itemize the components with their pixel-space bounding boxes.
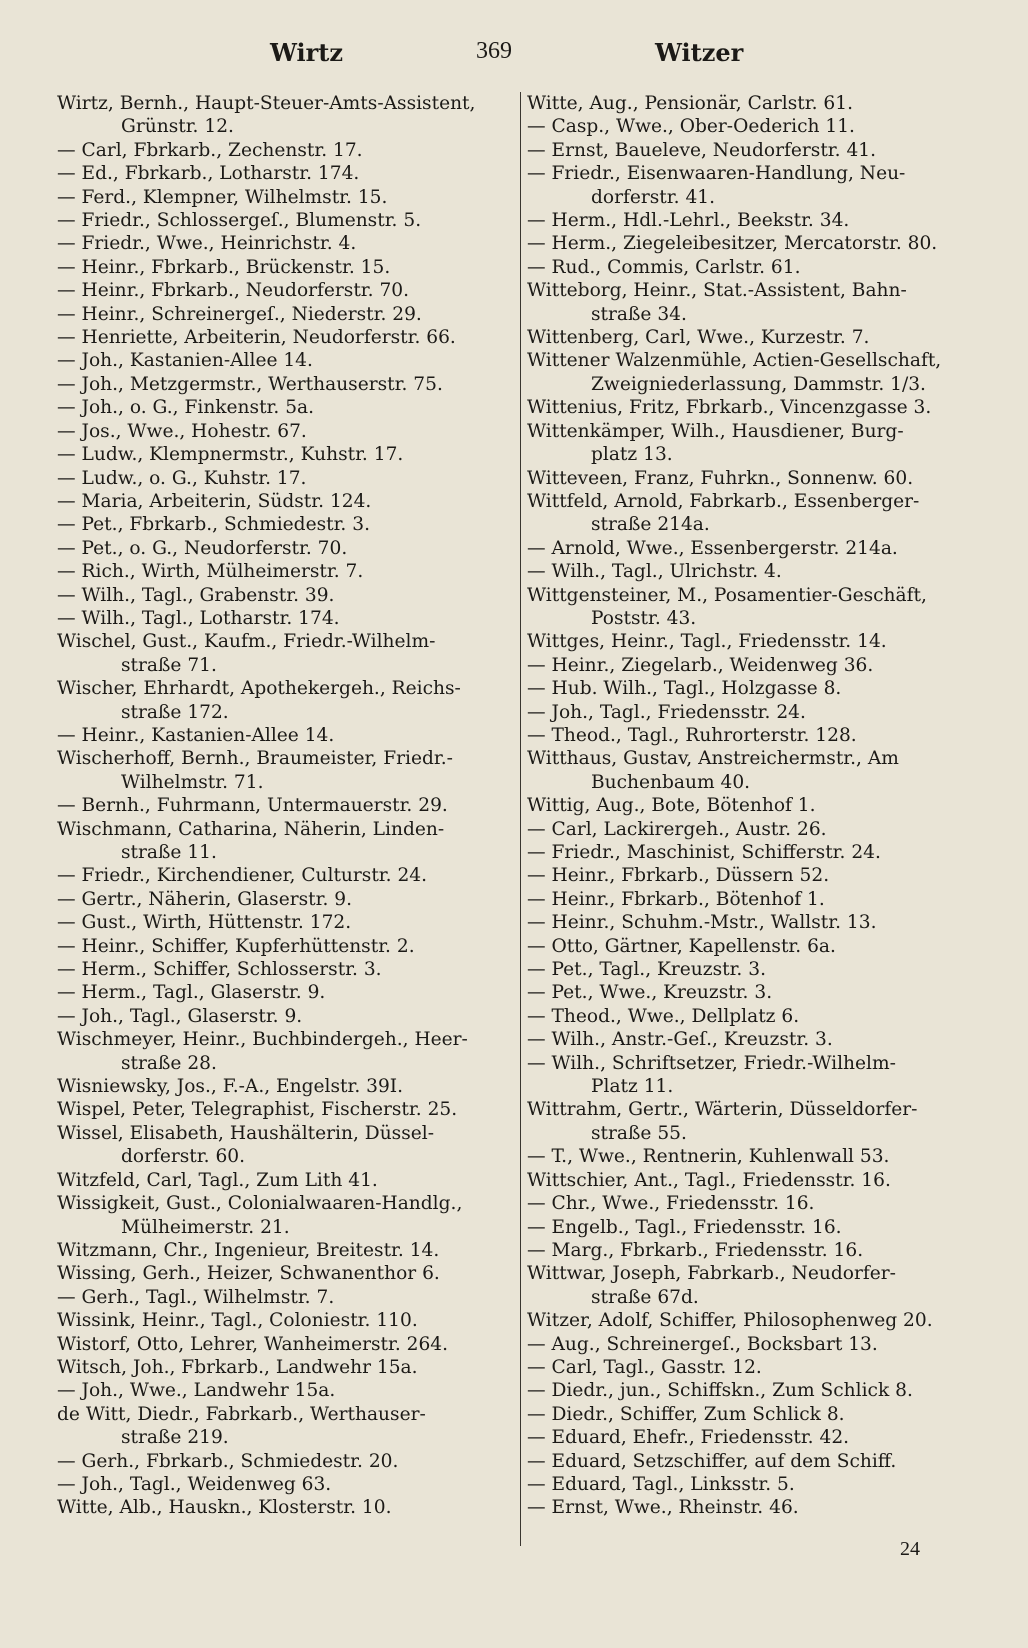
directory-entry-line: — Heinr., Fbrkarb., Neudorferstr. 70. xyxy=(57,280,410,302)
directory-entry-line: — Jos., Wwe., Hohestr. 67. xyxy=(57,420,307,442)
directory-entry-line: Wischerhoff, Bernh., Braumeister, Friedr.- xyxy=(57,748,453,770)
header-left-keyword: Wirtz xyxy=(270,38,344,67)
directory-entry-line: Wittenberg, Carl, Wwe., Kurzestr. 7. xyxy=(527,327,870,349)
directory-entry-line: — Eduard, Ehefr., Friedensstr. 42. xyxy=(527,1427,850,1449)
directory-entry-line: Grünstr. 12. xyxy=(121,116,234,138)
directory-entry-line: — Gerh., Fbrkarb., Schmiedestr. 20. xyxy=(57,1450,399,1472)
directory-entry-line: Wittwar, Joseph, Fabrkarb., Neudorfer- xyxy=(527,1263,896,1285)
directory-entry-line: straße 219. xyxy=(121,1427,229,1449)
directory-entry-line: platz 13. xyxy=(591,444,673,466)
directory-entry-line: — Diedr., jun., Schiffskn., Zum Schlick 8. xyxy=(527,1380,913,1402)
directory-entry-line: — Carl, Tagl., Gasstr. 12. xyxy=(527,1356,762,1378)
directory-entry-line: — T., Wwe., Rentnerin, Kuhlenwall 53. xyxy=(527,1146,890,1168)
directory-entry-line: — Joh., Tagl., Weidenweg 63. xyxy=(57,1473,332,1495)
directory-entry-line: — Hub. Wilh., Tagl., Holzgasse 8. xyxy=(527,678,842,700)
directory-entry-line: Wissink, Heinr., Tagl., Coloniestr. 110. xyxy=(57,1310,418,1332)
directory-entry-line: — Wilh., Tagl., Grabenstr. 39. xyxy=(57,584,335,606)
directory-entry-line: — Joh., Tagl., Friedensstr. 24. xyxy=(527,701,806,723)
directory-entry-line: — Friedr., Schlossergeſ., Blumenstr. 5. xyxy=(57,210,422,232)
directory-entry-line: Witteborg, Heinr., Stat.-Assistent, Bahn- xyxy=(527,280,907,302)
directory-entry-line: Wittrahm, Gertr., Wärterin, Düsseldorfer- xyxy=(527,1099,918,1121)
directory-entry-line: Wispel, Peter, Telegraphist, Fischerstr. 25. xyxy=(57,1099,458,1121)
directory-entry-line: Wittenius, Fritz, Fbrkarb., Vincenzgasse 3. xyxy=(527,397,932,419)
directory-entry-line: Witthaus, Gustav, Anstreichermstr., Am xyxy=(527,748,899,770)
directory-entry-line: Wirtz, Bernh., Haupt-Steuer-Amts-Assistent, xyxy=(57,93,476,114)
directory-entry-line: — Heinr., Fbrkarb., Brückenstr. 15. xyxy=(57,256,391,278)
directory-entry-line: — Ernst, Baueleve, Neudorferstr. 41. xyxy=(527,139,877,161)
directory-entry-line: Zweigniederlassung, Dammstr. 1/3. xyxy=(591,373,926,395)
directory-entry-line: Wissing, Gerh., Heizer, Schwanenthor 6. xyxy=(57,1263,440,1285)
directory-entry-line: — Otto, Gärtner, Kapellenstr. 6a. xyxy=(527,935,836,957)
directory-entry-line: Poststr. 43. xyxy=(591,607,697,629)
directory-entry-line: Witteveen, Franz, Fuhrkn., Sonnenw. 60. xyxy=(527,467,914,489)
directory-entry-line: Platz 11. xyxy=(591,1076,674,1098)
directory-entry-line: — Arnold, Wwe., Essenbergerstr. 214a. xyxy=(527,537,898,559)
directory-entry-line: Wischel, Gust., Kaufm., Friedr.-Wilhelm- xyxy=(57,631,436,653)
directory-entry-line: Wittenkämper, Wilh., Hausdiener, Burg- xyxy=(527,420,904,442)
directory-entry-line: Witsch, Joh., Fbrkarb., Landwehr 15a. xyxy=(57,1356,418,1378)
directory-entry-line: — Eduard, Tagl., Linksstr. 5. xyxy=(527,1473,795,1495)
directory-entry-line: — Marg., Fbrkarb., Friedensstr. 16. xyxy=(527,1239,864,1261)
directory-entry-line: — Joh., Tagl., Glaserstr. 9. xyxy=(57,1005,303,1027)
directory-entry-line: — Ferd., Klempner, Wilhelmstr. 15. xyxy=(57,186,388,208)
directory-entry-line: — Theod., Wwe., Dellplatz 6. xyxy=(527,1005,800,1027)
directory-entry-line: Buchenbaum 40. xyxy=(591,771,751,793)
directory-entry-line: Wittfeld, Arnold, Fabrkarb., Essenberger- xyxy=(527,490,920,512)
directory-entry-line: straße 71. xyxy=(121,654,217,676)
directory-entry-line: — Rich., Wirth, Mülheimerstr. 7. xyxy=(57,561,364,583)
directory-entry-line: straße 28. xyxy=(121,1052,217,1074)
directory-entry-line: — Ludw., Klempnermstr., Kuhstr. 17. xyxy=(57,444,404,466)
directory-entry-line: — Carl, Fbrkarb., Zechenstr. 17. xyxy=(57,139,363,161)
directory-entry-line: dorferstr. 60. xyxy=(121,1146,246,1168)
directory-entry-line: — Heinr., Schiffer, Kupferhüttenstr. 2. xyxy=(57,935,415,957)
directory-entry-line: Wischmeyer, Heinr., Buchbindergeh., Heer- xyxy=(57,1029,468,1051)
directory-entry-line: Witte, Aug., Pensionär, Carlstr. 61. xyxy=(527,93,853,114)
directory-entry-line: — Friedr., Maschinist, Schifferstr. 24. xyxy=(527,842,881,863)
directory-entry-line: — Joh., Metzgermstr., Werthauserstr. 75. xyxy=(57,373,443,395)
directory-entry-line: — Chr., Wwe., Friedensstr. 16. xyxy=(527,1193,815,1215)
directory-entry-line: de Witt, Diedr., Fabrkarb., Werthauser- xyxy=(57,1403,426,1425)
directory-entry-line: — Ludw., o. G., Kuhstr. 17. xyxy=(57,467,307,489)
directory-entry-line: — Herm., Tagl., Glaserstr. 9. xyxy=(57,982,326,1004)
directory-entry-line: — Friedr., Eisenwaaren-Handlung, Neu- xyxy=(527,163,906,185)
directory-entry-line: — Gust., Wirth, Hüttenstr. 172. xyxy=(57,912,352,934)
directory-entry-line: Wistorf, Otto, Lehrer, Wanheimerstr. 264. xyxy=(57,1333,449,1355)
directory-entry-line: — Heinr., Schuhm.-Mstr., Wallstr. 13. xyxy=(527,912,877,934)
directory-entry-line: — Aug., Schreinergeſ., Bocksbart 13. xyxy=(527,1333,878,1355)
directory-entry-line: — Joh., o. G., Finkenstr. 5a. xyxy=(57,397,315,419)
directory-entry-line: straße 55. xyxy=(591,1122,687,1144)
directory-entry-line: dorferstr. 41. xyxy=(591,186,716,208)
directory-entry-line: — Friedr., Wwe., Heinrichstr. 4. xyxy=(57,233,357,255)
directory-entry-line: — Diedr., Schiffer, Zum Schlick 8. xyxy=(527,1403,845,1425)
directory-entry-line: Witte, Alb., Hauskn., Klosterstr. 10. xyxy=(57,1497,392,1519)
directory-entry-line: Witzfeld, Carl, Tagl., Zum Lith 41. xyxy=(57,1169,378,1191)
directory-entry-line: — Rud., Commis, Carlstr. 61. xyxy=(527,256,801,278)
directory-entry-line: — Carl, Lackirergeh., Austr. 26. xyxy=(527,818,827,840)
directory-entry-line: — Maria, Arbeiterin, Südstr. 124. xyxy=(57,490,372,512)
directory-entry-line: Wissel, Elisabeth, Haushälterin, Düssel- xyxy=(57,1122,434,1144)
directory-entry-line: — Ed., Fbrkarb., Lotharstr. 174. xyxy=(57,163,360,185)
left-column xyxy=(57,92,499,1520)
directory-entry-line: — Heinr., Schreinergeſ., Niederstr. 29. xyxy=(57,303,422,325)
directory-entry-line: — Gertr., Näherin, Glaserstr. 9. xyxy=(57,888,353,910)
directory-entry-line: — Eduard, Setzschiffer, auf dem Schiff. xyxy=(527,1450,897,1472)
directory-entry-line: Wissigkeit, Gust., Colonialwaaren-Handlg., xyxy=(57,1193,463,1215)
directory-entry-line: Wisniewsky, Jos., F.-A., Engelstr. 39I. xyxy=(57,1076,404,1098)
directory-entry-line: Wittener Walzenmühle, Actien-Gesellschaft, xyxy=(527,350,942,372)
directory-entry-line: — Wilh., Tagl., Lotharstr. 174. xyxy=(57,607,340,629)
directory-entry-line: straße 67d. xyxy=(591,1286,699,1308)
header-right-keyword: Witzer xyxy=(655,38,744,67)
right-column xyxy=(520,92,973,1546)
directory-entry-line: straße 34. xyxy=(591,303,687,325)
directory-entry-line: — Theod., Tagl., Ruhrorterstr. 128. xyxy=(527,724,857,746)
directory-entry-line: — Casp., Wwe., Ober-Oederich 11. xyxy=(527,116,855,138)
directory-entry-line: — Joh., Wwe., Landwehr 15a. xyxy=(57,1380,336,1402)
directory-entry-line: Wischer, Ehrhardt, Apothekergeh., Reichs- xyxy=(57,678,461,700)
directory-entry-line: — Heinr., Fbrkarb., Bötenhof 1. xyxy=(527,888,825,910)
directory-entry-line: — Pet., Wwe., Kreuzstr. 3. xyxy=(527,982,773,1004)
sheet-signature: 24 xyxy=(900,1538,920,1560)
directory-entry-line: Witzmann, Chr., Ingenieur, Breitestr. 14. xyxy=(57,1239,440,1261)
directory-entry-line: — Wilh., Anstr.-Geſ., Kreuzstr. 3. xyxy=(527,1029,833,1051)
directory-entry-line: Wilhelmstr. 71. xyxy=(121,771,264,793)
directory-entry-line: Mülheimerstr. 21. xyxy=(121,1216,290,1238)
directory-entry-line: — Henriette, Arbeiterin, Neudorferstr. 66. xyxy=(57,327,456,349)
directory-entry-line: — Heinr., Fbrkarb., Düssern 52. xyxy=(527,865,830,887)
directory-entry-line: — Wilh., Schriftsetzer, Friedr.-Wilhelm- xyxy=(527,1052,896,1074)
directory-entry-line: Wischmann, Catharina, Näherin, Linden- xyxy=(57,818,445,840)
directory-entry-line: Wittig, Aug., Bote, Bötenhof 1. xyxy=(527,795,816,817)
directory-entry-line: Wittschier, Ant., Tagl., Friedensstr. 16. xyxy=(527,1169,891,1191)
directory-entry-line: — Herm., Hdl.-Lehrl., Beekstr. 34. xyxy=(527,210,850,232)
directory-entry-line: — Wilh., Tagl., Ulrichstr. 4. xyxy=(527,561,782,583)
directory-entry-line: — Pet., o. G., Neudorferstr. 70. xyxy=(57,537,348,559)
directory-entry-line: — Pet., Fbrkarb., Schmiedestr. 3. xyxy=(57,514,370,536)
directory-entry-line: — Friedr., Kirchendiener, Culturstr. 24. xyxy=(57,865,428,887)
page-number: 369 xyxy=(476,38,512,64)
directory-entry-line: Witzer, Adolf, Schiffer, Philosophenweg 20. xyxy=(527,1310,933,1332)
directory-entry-line: — Engelb., Tagl., Friedensstr. 16. xyxy=(527,1216,842,1238)
directory-entry-line: — Heinr., Ziegelarb., Weidenweg 36. xyxy=(527,654,874,676)
directory-entry-line: — Ernst, Wwe., Rheinstr. 46. xyxy=(527,1497,799,1519)
directory-entry-line: — Herm., Ziegeleibesitzer, Mercatorstr. 80. xyxy=(527,233,938,255)
directory-entry-line: straße 11. xyxy=(121,842,217,863)
directory-entry-line: Wittgensteiner, M., Posamentier-Geschäft, xyxy=(527,584,927,606)
directory-entry-line: — Gerh., Tagl., Wilhelmstr. 7. xyxy=(57,1286,335,1308)
directory-entry-line: — Pet., Tagl., Kreuzstr. 3. xyxy=(527,959,766,981)
directory-entry-line: — Heinr., Kastanien-Allee 14. xyxy=(57,724,335,746)
directory-entry-line: — Bernh., Fuhrmann, Untermauerstr. 29. xyxy=(57,795,448,817)
directory-entry-line: straße 172. xyxy=(121,701,229,723)
directory-entry-line: straße 214a. xyxy=(591,514,710,536)
directory-entry-line: — Herm., Schiffer, Schlosserstr. 3. xyxy=(57,959,382,981)
directory-entry-line: — Joh., Kastanien-Allee 14. xyxy=(57,350,313,372)
directory-entry-line: Wittges, Heinr., Tagl., Friedensstr. 14. xyxy=(527,631,887,653)
